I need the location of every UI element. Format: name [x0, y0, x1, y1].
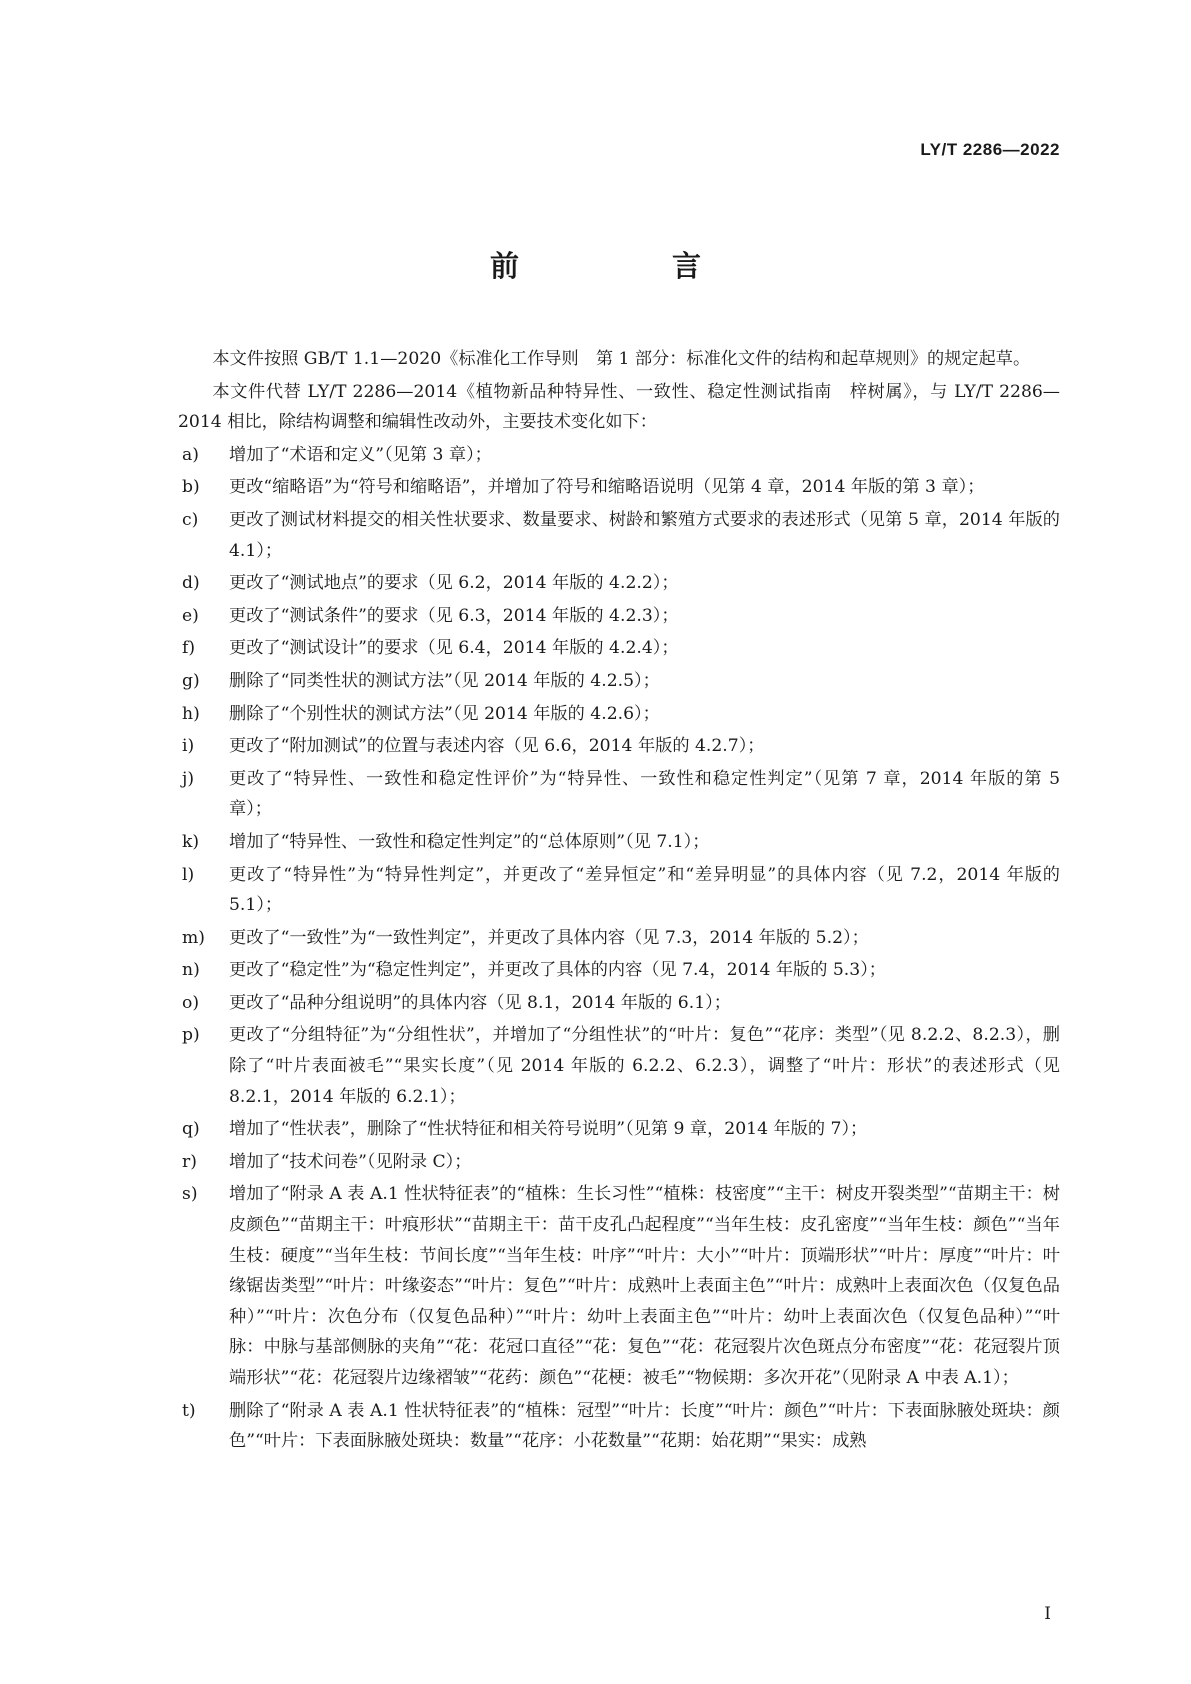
list-item-label: p): [182, 1025, 200, 1046]
list-item: [178, 568, 1060, 599]
document-body: [178, 344, 1060, 1459]
list-item: [178, 601, 1060, 632]
list-item-text: 更改“缩略语”为“符号和缩略语”，并增加了符号和缩略语说明（见第 4 章，2014 年版的第 3 章）；: [229, 477, 985, 498]
page-number: I: [1044, 1604, 1051, 1624]
list-item-text: 更改了“附加测试”的位置与表述内容（见 6.6，2014 年版的 4.2.7）；: [229, 736, 765, 757]
list-item-label: e): [182, 605, 199, 626]
list-item-label: n): [182, 960, 200, 981]
list-item-label: m): [182, 927, 206, 948]
list-item-label: g): [182, 670, 200, 691]
list-item-text: 删除了“个别性状的测试方法”（见 2014 年版的 4.2.6）；: [229, 703, 660, 724]
list-item-label: b): [182, 477, 200, 498]
list-item-text: 更改了“分组特征”为“分组性状”，并增加了“分组性状”的“叶片：复色”“花序：类型”（见 8.2.2、8.2.3），删除了“叶片表面被毛”“果实长度”（见 2014 年版的 6.2.2、6.2.3），调整了“叶片：形状”的表述形式（见 8.2.1，2014 年版的 6.2.1）；: [229, 1025, 1060, 1107]
list-item-text: 更改了“测试条件”的要求（见 6.3，2014 年版的 4.2.3）；: [229, 605, 679, 626]
list-item-text: 删除了“附录 A 表 A.1 性状特征表”的“植株：冠型”“叶片：长度”“叶片：颜色”“叶片：下表面脉腋处斑块：颜色”“叶片：下表面脉腋处斑块：数量”“花序：小花数量”“花期：始花期”“果实：成熟: [229, 1400, 1060, 1452]
list-item-label: l): [182, 864, 195, 885]
list-item: [178, 955, 1060, 986]
list-item-label: a): [182, 444, 199, 465]
page-title: 前 言: [489, 249, 763, 283]
list-item-text: 更改了“稳定性”为“稳定性判定”，并更改了具体的内容（见 7.4，2014 年版的 5.3）；: [229, 960, 886, 981]
list-item-text: 更改了“特异性”为“特异性判定”，并更改了“差异恒定”和“差异明显”的具体内容（见 7.2，2014 年版的 5.1）；: [229, 864, 1060, 916]
list-item-text: 删除了“同类性状的测试方法”（见 2014 年版的 4.2.5）；: [229, 670, 660, 691]
list-item: [178, 440, 1060, 471]
list-item-label: j): [182, 768, 195, 789]
list-item: [178, 860, 1060, 921]
list-item: [178, 827, 1060, 858]
list-item-text: 增加了“技术问卷”（见附录 C）；: [229, 1151, 472, 1172]
list-item-label: q): [182, 1119, 200, 1140]
list-item: [178, 505, 1060, 566]
list-item-text: 增加了“特异性、一致性和稳定性判定”的“总体原则”（见 7.1）；: [229, 831, 710, 852]
document-code: LY/T 2286—2022: [920, 140, 1060, 159]
list-item: [178, 1020, 1060, 1112]
list-item: [178, 731, 1060, 762]
list-item-label: h): [182, 703, 200, 724]
list-item-label: d): [182, 573, 200, 594]
list-item: [178, 1114, 1060, 1145]
list-item-text: 更改了“一致性”为“一致性判定”，并更改了具体内容（见 7.3，2014 年版的 5.2）；: [229, 927, 869, 948]
list-item-text: 增加了“术语和定义”（见第 3 章）；: [229, 444, 492, 465]
change-list: [178, 440, 1060, 1457]
list-item-text: 增加了“性状表”，删除了“性状特征和相关符号说明”（见第 9 章，2014 年版的 7）；: [229, 1119, 868, 1140]
list-item: [178, 923, 1060, 954]
list-item-label: f): [182, 638, 196, 659]
list-item: [178, 988, 1060, 1019]
list-item: [178, 764, 1060, 825]
list-item-label: r): [182, 1151, 197, 1172]
list-item: [178, 1396, 1060, 1457]
list-item: [178, 699, 1060, 730]
list-item-text: 更改了“特异性、一致性和稳定性评价”为“特异性、一致性和稳定性判定”（见第 7 章，2014 年版的第 5 章）；: [229, 768, 1060, 820]
list-item: [178, 1147, 1060, 1178]
list-item-text: 更改了“测试地点”的要求（见 6.2，2014 年版的 4.2.2）；: [229, 573, 679, 594]
list-item: [178, 633, 1060, 664]
list-item: [178, 472, 1060, 503]
list-item-text: 更改了“品种分组说明”的具体内容（见 8.1，2014 年版的 6.1）；: [229, 992, 731, 1013]
list-item-text: 更改了“测试设计”的要求（见 6.4，2014 年版的 4.2.4）；: [229, 638, 679, 659]
list-item-label: i): [182, 736, 195, 757]
list-item-label: t): [182, 1400, 196, 1421]
list-item-text: 增加了“附录 A 表 A.1 性状特征表”的“植株：生长习性”“植株：枝密度”“主干：树皮开裂类型”“苗期主干：树皮颜色”“苗期主干：叶痕形状”“苗期主干：苗干皮孔凸起程度”“当年生枝：皮孔密度”“当年生枝：颜色”“当年生枝：硬度”“当年生枝：节间长度”“当年生枝：叶序”“叶片：大小”“叶片：顶端形状”“叶片：厚度”“叶片：叶缘锯齿类型”“叶片：叶缘姿态”“叶片：复色”“叶片：成熟叶上表面主色”“叶片：成熟叶上表面次色（仅复色品种）”“叶片：次色分布（仅复色品种）”“叶片：幼叶上表面主色”“叶片：幼叶上表面次色（仅复色品种）”“叶脉：中脉与基部侧脉的夹角”“花：花冠口直径”“花：复色”“花：花冠裂片次色斑点分布密度”“花：花冠裂片顶端形状”“花：花冠裂片边缘褶皱”“花药：颜色”“花梗：被毛”“物候期：多次开花”（见附录 A 中表 A.1）；: [229, 1184, 1060, 1388]
list-item-text: 更改了测试材料提交的相关性状要求、数量要求、树龄和繁殖方式要求的表述形式（见第 5 章，2014 年版的 4.1）；: [229, 509, 1060, 561]
paragraph: 本文件代替 LY/T 2286—2014《植物新品种特异性、一致性、稳定性测试指南 梓树属》，与 LY/T 2286—2014 相比，除结构调整和编辑性改动外，主要技术变化如下：: [178, 381, 1060, 433]
list-item-label: c): [182, 509, 199, 530]
paragraph: 本文件按照 GB/T 1.1—2020《标准化工作导则 第 1 部分：标准化文件的结构和起草规则》的规定起草。: [212, 349, 1031, 369]
list-item: [178, 666, 1060, 697]
list-item-label: k): [182, 831, 200, 852]
list-item-label: o): [182, 992, 200, 1013]
list-item: [178, 1179, 1060, 1393]
list-item-label: s): [182, 1184, 198, 1205]
